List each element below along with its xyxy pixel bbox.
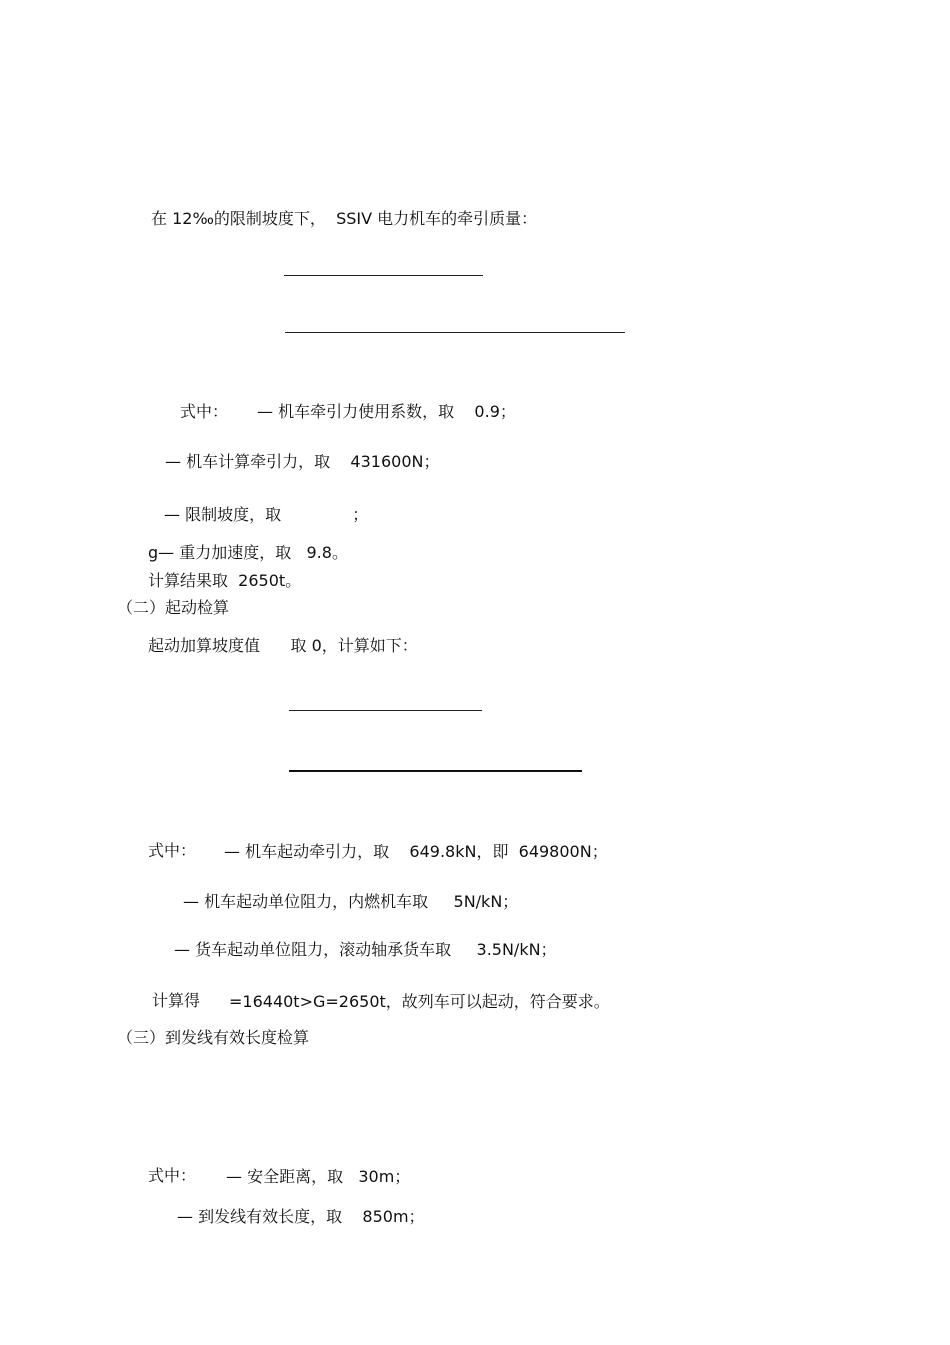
formula-fraction-line-4: [289, 770, 582, 772]
formula-fraction-line-3: [289, 710, 482, 711]
traction-result: 计算结果取 2650t。: [148, 571, 302, 590]
length-check-where-label: 式中：: [148, 1166, 197, 1185]
length-check-heading: （三）到发线有效长度检算: [117, 1028, 310, 1047]
traction-coef: — 机车牵引力使用系数，取 0.9；: [257, 402, 516, 421]
traction-where-label: 式中：: [180, 402, 229, 421]
formula-fraction-line-2: [285, 332, 625, 333]
start-check-heading: （二）起动检算: [117, 598, 230, 617]
loco-start-resistance: — 机车起动单位阻力，内燃机车取 5N/kN；: [183, 892, 519, 911]
traction-intro: 在 12‰的限制坡度下， SSIV 电力机车的牵引质量：: [151, 209, 538, 228]
traction-gravity: g— 重力加速度，取 9.8。: [148, 543, 348, 562]
car-start-resistance: — 货车起动单位阻力，滚动轴承货车取 3.5N/kN；: [174, 940, 557, 959]
safety-distance: — 安全距离，取 30m；: [226, 1167, 411, 1186]
formula-fraction-line-1: [284, 275, 483, 276]
traction-force: — 机车计算牵引力，取 431600N；: [165, 452, 440, 471]
traction-grade: — 限制坡度，取 ；: [164, 505, 369, 524]
start-check-where-label: 式中：: [148, 841, 197, 860]
start-check-intro: 起动加算坡度值 取 0，计算如下：: [148, 636, 418, 655]
start-force: — 机车起动牵引力，取 649.8kN，即 649800N；: [224, 842, 608, 861]
start-result-label: 计算得: [152, 991, 201, 1010]
start-result: =16440t>G=2650t，故列车可以起动，符合要求。: [229, 992, 610, 1011]
effective-length: — 到发线有效长度，取 850m；: [177, 1207, 425, 1226]
